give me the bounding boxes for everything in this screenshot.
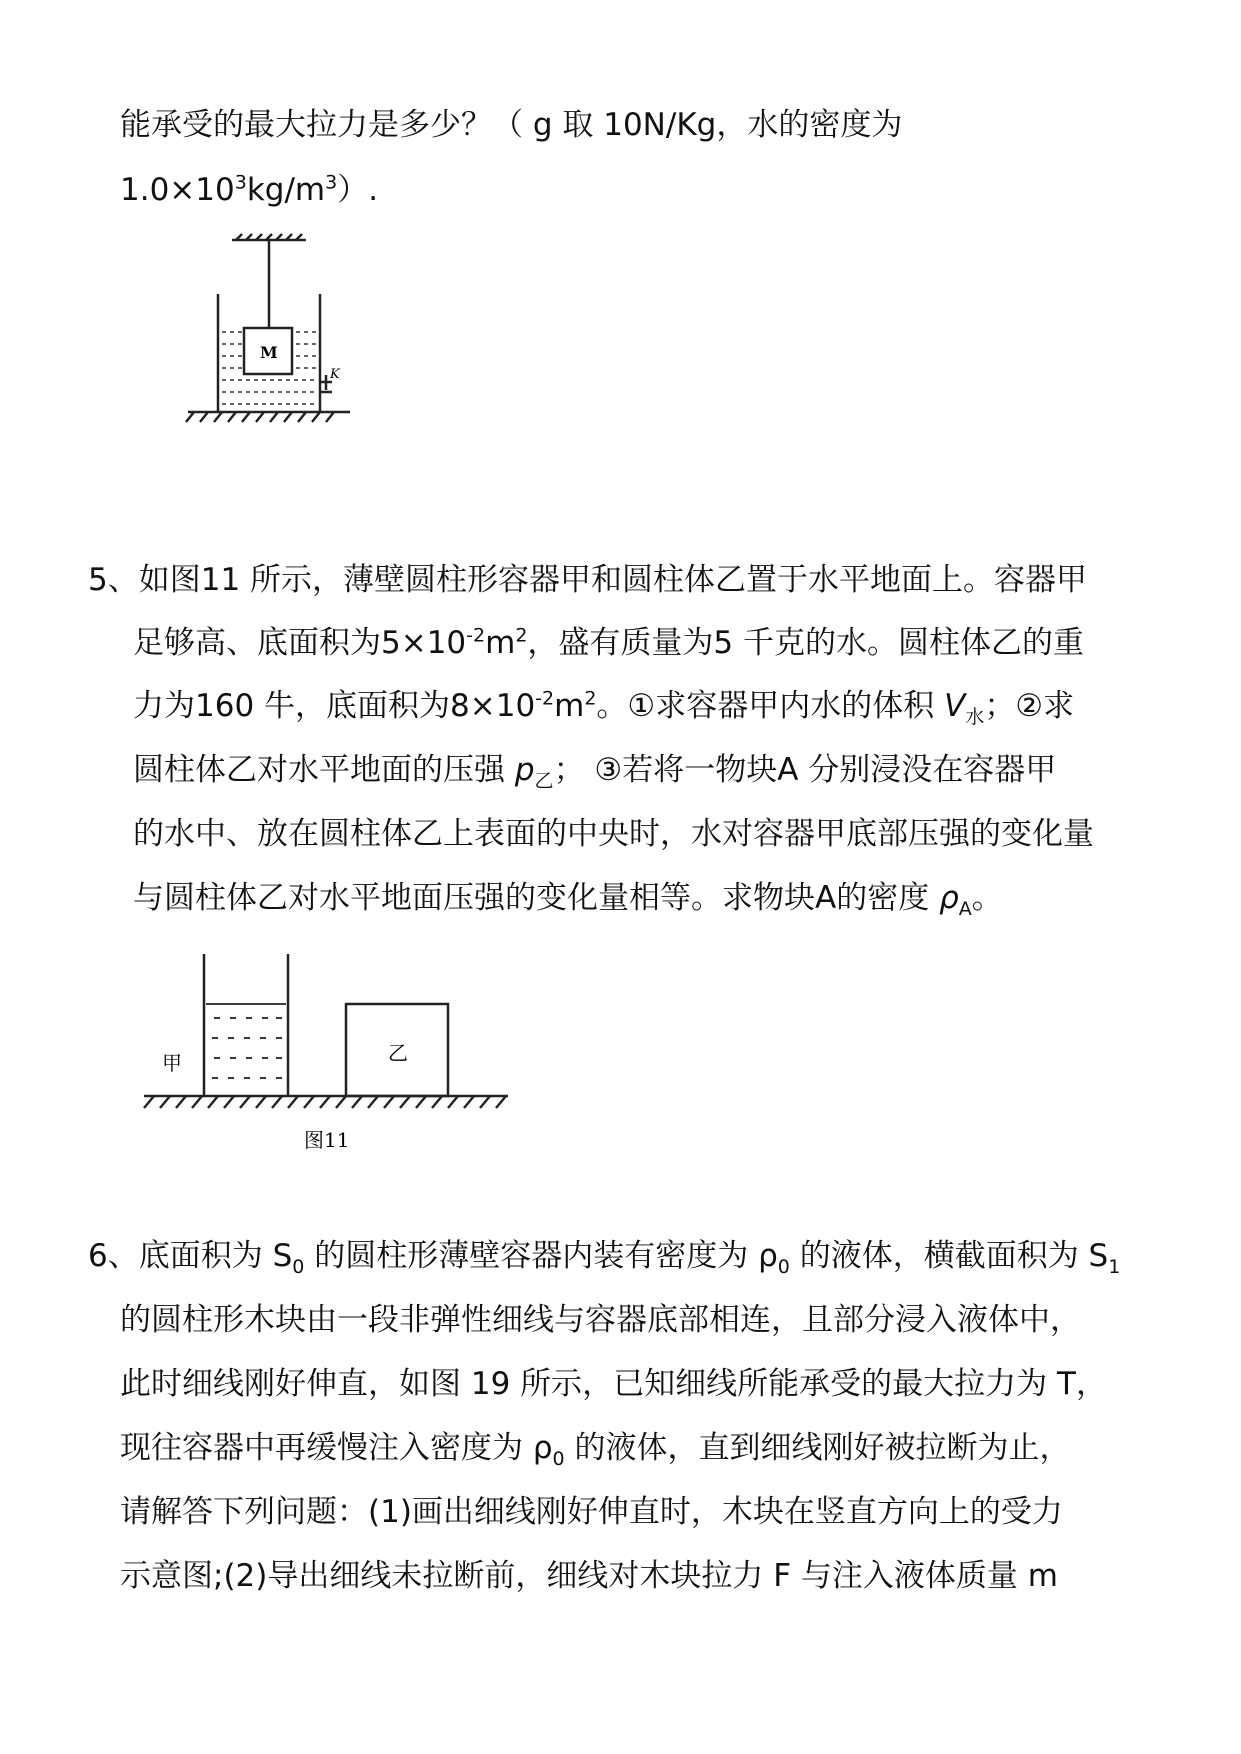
q6-line-5: 请解答下列问题：(1)画出细线刚好伸直时，木块在竖直方向上的受力 [120, 1494, 1063, 1530]
figure-caption: 图11 [304, 1128, 350, 1152]
q6-line-1: 6、底面积为 $S_0$ 的圆柱形薄壁容器内装有密度为 $\rho_0$ 的液体，横截面积为 $S_1$ [88, 1238, 1121, 1279]
q6-line-2: 的圆柱形木块由一段非弹性细线与容器底部相连，且部分浸入液体中， [120, 1302, 1081, 1338]
q6-line-4: 现往容器中再缓慢注入密度为 $\rho_0$ 的液体，直到细线刚好被拉断为止， [120, 1430, 1071, 1471]
q5-line-6: 与圆柱体乙对水平地面压强的变化量相等。求物块A的密度 $\rho_A$。 [133, 880, 1003, 921]
q6-line-3: 此时细线刚好伸直，如图 19 所示，已知细线所能承受的最大拉力为 T， [120, 1366, 1107, 1402]
water-in-jia [206, 1004, 286, 1078]
q5-line-1: 5、如图11 所示，薄壁圆柱形容器甲和圆柱体乙置于水平地面上。容器甲 [88, 562, 1088, 598]
intro-line-1: 能承受的最大拉力是多少？（ g 取 10N/Kg，水的密度为 [120, 107, 903, 143]
figure-11 [140, 950, 520, 1160]
q5-line-4: 圆柱体乙对水平地面的压强 $p_乙$； ③若将一物块A 分别浸没在容器甲 [133, 752, 1057, 793]
label-yi: 乙 [388, 1041, 408, 1065]
label-jia: 甲 [162, 1051, 182, 1075]
block-label: M [260, 343, 278, 362]
q6-line-6: 示意图;(2)导出细线未拉断前，细线对木块拉力 F 与注入液体质量 m [120, 1558, 1058, 1594]
figure-suspended-block [180, 232, 360, 432]
q5-line-2: 足够高、底面积为$5\times 10^{-2}m^2$，盛有质量为5 千克的水。圆柱体乙的重 [133, 624, 1084, 661]
q5-line-3: 力为160 牛，底面积为$8\times 10^{-2}m^2$。①求容器甲内水的体积 $V_水$；②求 [133, 687, 1075, 729]
intro-line-2: $1.0\times 10^3kg/m^3$）. [120, 171, 379, 208]
valve-label: K [330, 367, 340, 382]
q5-line-5: 的水中、放在圆柱体乙上表面的中央时，水对容器甲底部压强的变化量 [133, 816, 1094, 852]
